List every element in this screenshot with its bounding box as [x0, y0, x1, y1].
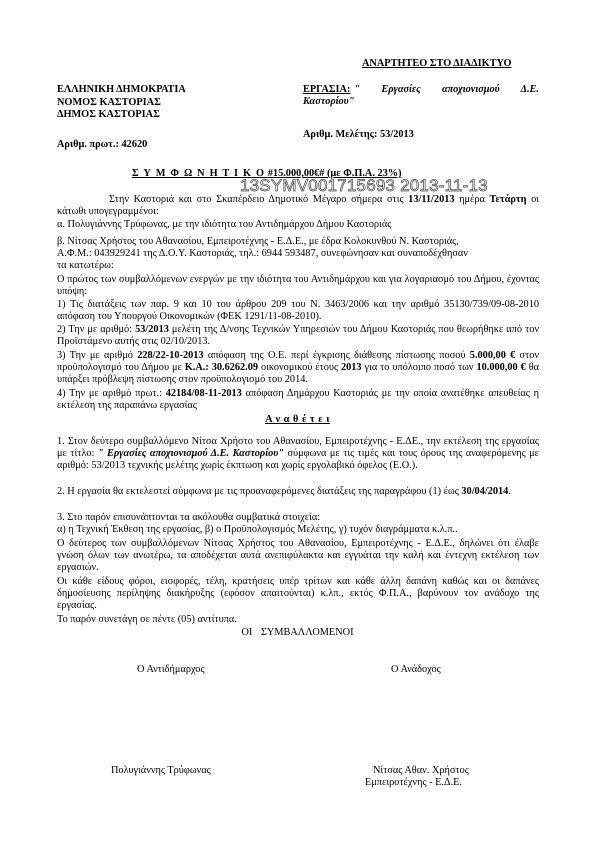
party-b-line-3: τα κατωτέρω:	[57, 260, 114, 271]
clause-2: 2. Η εργασία θα εκτελεστεί σύμφωνα με τις προαναφερόμενες διατάξεις της παραγράφου (1) έως 30/04/2014.	[57, 486, 511, 497]
party-b-line-2: Α.Φ.Μ.: 043929241 της Δ.Ο.Υ. Καστοριάς, τηλ.: 6944 593487, συνεφώνησαν και συναποδέχθησαν	[57, 248, 468, 259]
work-label: ΕΡΓΑΣΙΑ:	[303, 84, 351, 95]
legal-basis-item-2: 2) Την με αριθμό: 53/2013 μελέτη της Δ/νσης Τεχνικών Υπηρεσιών του Δήμου Καστοριάς που θεωρήθηκε από τον Προϊστάμενο αυτής στις 02/10/2013.	[57, 324, 540, 348]
party-a: α. Πολυγιάννης Τρύφωνας, με την ιδιότητα του Αντιδημάρχου Δήμου Καστοριάς	[57, 219, 392, 230]
issuer-line-2: ΝΟΜΟΣ ΚΑΣΤΟΡΙΑΣ	[57, 96, 161, 108]
legal-basis-item-1: 1) Τις διατάξεις των παρ. 9 και 10 του άρθρου 209 του Ν. 3463/2006 και την αριθμό 35130/739/09-08-2010 απόφαση του Υπουργού Οικονομικών (ΦΕΚ 1291/11-08-2010).	[57, 299, 539, 323]
weekday: Τετάρτη	[489, 194, 527, 205]
study-label: Αριθμ. Μελέτης:	[303, 129, 378, 140]
issuer-block	[57, 84, 186, 122]
taxes-paragraph: Οι κάθε είδους φόροι, εισφορές, τέλη, κρατήσεις υπέρ τρίτων και κάθε άλλη δαπάνη καθώς και οι δαπάνες δημοσίευσης περίληψης διακήρυξης (εφόσον απαιτούνται) κ.λπ., εκτός Φ.Π.Α., βαρύνουν τον ανάδοχο της εργασίας.	[57, 576, 539, 612]
legal-basis-item-4: 4) Την με αριθμό πρωτ.: 42184/08-11-2013 απόφαση Δημάρχου Καστοριάς με την οποία ανατέθηκε απευθείας η εκτέλεση της παραπάνω εργασίας	[57, 388, 540, 412]
clause-3-items: α) η Τεχνική Έκθεση της εργασίας, β) ο Προϋπολογισμός Μελέτης, γ) τυχόν διαγράμματα κ.λ.π..	[57, 524, 458, 535]
signature-right-role: Ο Ανάδοχος	[391, 664, 441, 675]
contract-date: 13/11/2013	[408, 194, 455, 205]
declaration-paragraph: Ο δεύτερος των συμβαλλόμενων Νίτσας Χρήστος του Αθανασίου, Εμπειροτέχνης - Ε.Δ.Ε., δηλώνει ότι έλαβε γνώση όλων των ανωτέρω, τα αποδέχεται αυτά ανεπιφύλακτα και εγγυάται την καλή και έντεχνη εκτέλεση των εργασιών.	[57, 538, 539, 574]
study-number: 53/2013	[380, 129, 414, 140]
parties-heading: ΟΙ ΣΥΜΒΑΛΛΟΜΕΝΟΙ	[241, 627, 354, 638]
work-title-line-1: " Εργασίες αποχιονισμού Δ.Ε.	[354, 84, 539, 95]
signature-right-name: Νίτσας Αθαν. Χρήστος	[373, 765, 469, 776]
work-block	[303, 84, 539, 108]
protocol-number: 42620	[121, 139, 148, 150]
intro-paragraph: Στην Καστοριά και στο Σκαπέρδειο Δημοτικό Μέγαρο σήμερα στις 13/11/2013 ημέρα Τετάρτη οι κάτωθι υπογεγραμμένοι:	[57, 194, 540, 218]
protocol-label: Αριθμ. πρωτ.:	[57, 139, 119, 150]
issuer-line-1: ΕΛΛΗΝΙΚΗ ΔΗΜΟΚΡΑΤΙΑ	[57, 84, 186, 95]
signature-left-name: Πολυγιάννης Τρύφωνας	[111, 765, 211, 776]
party-b-line-1: β. Νίτσας Χρήστος του Αθανασίου, Εμπειροτέχνης - Ε.Δ.Ε., με έδρα Κολοκυνθού Ν. Καστοριάς,	[57, 236, 459, 247]
copies-line: Το παρόν συνετάγη σε πέντε (05) αντίτυπα.	[57, 614, 237, 625]
assigns-heading: Α ν α θ έ τ ε ι	[265, 414, 330, 425]
registry-watermark: 13SYMV001715693 2013-11-13	[240, 176, 488, 195]
considering-paragraph: Ο πρώτος των συμβαλλόμενων ενεργών με την ιδιότητα του Αντιδημάρχου και για λογαριασμό του Δήμου, έχοντας υπόψη:	[57, 274, 539, 298]
contract-amount: #15.000,00€# (με Φ.Π.Α. 23%)	[267, 168, 402, 179]
issuer-line-3: ΔΗΜΟΣ ΚΑΣΤΟΡΙΑΣ	[57, 109, 160, 121]
study-number-line	[303, 129, 414, 141]
signature-right-title: Εμπειροτέχνης - Ε.Δ.Ε.	[365, 777, 463, 788]
contract-title-word: Σ Υ Μ Φ Ω Ν Η Τ Ι Κ Ο	[132, 168, 266, 179]
posting-notice: ΑΝΑΡΤΗΤΕΟ ΣΤΟ ΔΙΑΔΙΚΤΥΟ	[362, 58, 512, 69]
work-title-line-2: Καστορίου"	[303, 96, 355, 108]
clause-3: 3. Στο παρόν επισυνάπτονται τα ακόλουθα συμβατικά στοιχεία:	[57, 512, 321, 523]
legal-basis-item-3: 3) Την με αριθμό 228/22-10-2013 απόφαση της Ο.Ε. περί έγκρισης διάθεσης πίστωσης ποσού 5.000,00 € στον προϋπολογισμό του Δήμου με Κ.Α.: 30.6262.09 οικονομικού έτους 2013 για το υπόλοιπο ποσό των 10.000,00 € θα υπάρξει πρόβλεψη πίστωσης στον προϋπολογισμό του 2014.	[57, 350, 540, 386]
clause-1: 1. Στον δεύτερο συμβαλλόμενο Νίτσα Χρήστο του Αθανασίου, Εμπειροτέχνης - Ε.ΔΕ., την εκτέλεση της εργασίας με τίτλο: " Εργασίες αποχιονισμού Δ.Ε. Καστορίου" σύμφωνα με τις τιμές και τους όρους της αναφερόμενης με αριθμό: 53/2013 τεχνικής μελέτης χωρίς έκπτωση και χωρίς εργολαβικό όφελος (Ε.Ο.).	[57, 436, 540, 472]
signature-left-role: Ο Αντιδήμαρχος	[137, 664, 205, 675]
protocol-number-line	[57, 139, 147, 151]
